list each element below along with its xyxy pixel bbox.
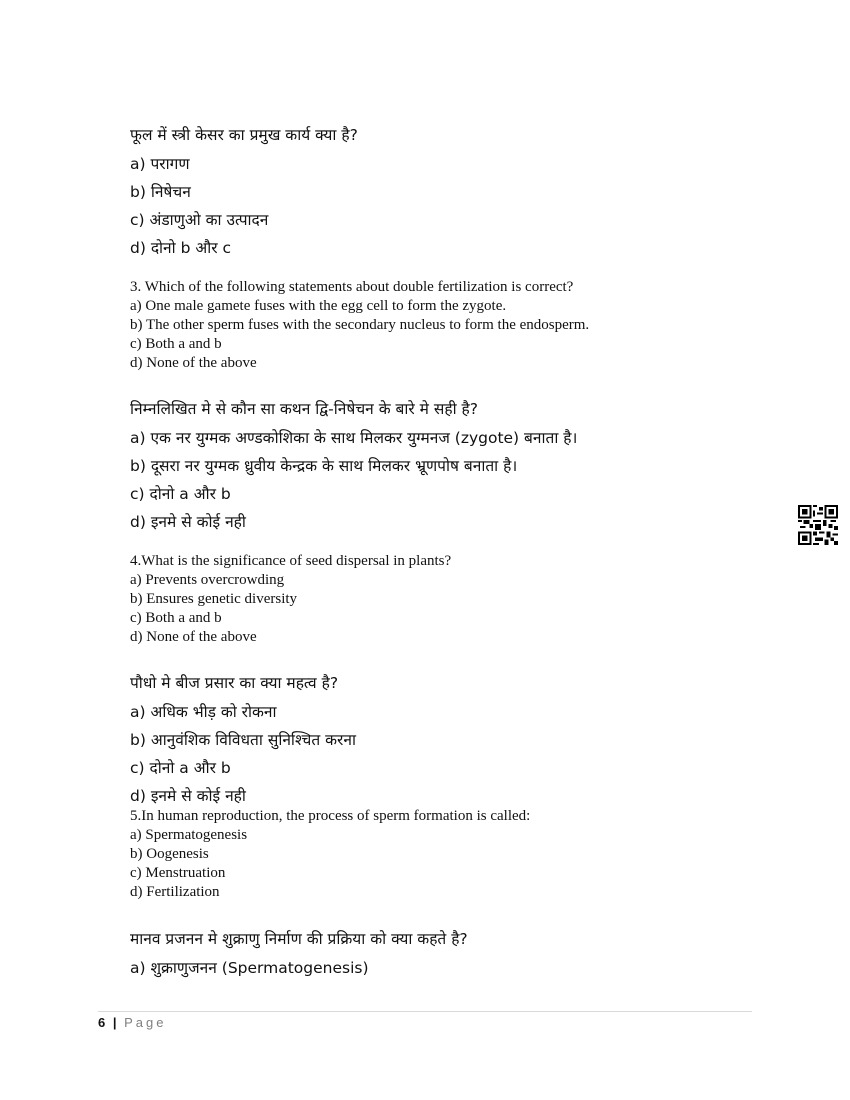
text-line: फूल में स्त्री केसर का प्रमुख कार्य क्या है? (130, 126, 358, 144)
qr-code-icon (798, 505, 838, 545)
text-line: b) दूसरा नर युग्मक ध्रुवीय केन्द्रक के साथ मिलकर भ्रूणपोष बनाता है। (130, 457, 518, 475)
page-footer (98, 1015, 167, 1030)
text-line: c) दोनो a और b (130, 485, 231, 503)
text-line: c) Both a and b (130, 336, 222, 352)
text-line: b) Ensures genetic diversity (130, 591, 298, 607)
text-line: c) दोनो a और b (130, 759, 231, 777)
text-line: b) Oogenesis (130, 846, 209, 862)
text-line: a) अधिक भीड़ को रोकना (130, 703, 277, 721)
text-line: a) परागण (130, 155, 190, 173)
text-line: c) Both a and b (130, 610, 222, 626)
text-line: d) इनमे से कोई नही (130, 513, 246, 531)
text-line: b) The other sperm fuses with the secondary nucleus to form the endosperm. (130, 317, 590, 333)
footer-divider (98, 1011, 752, 1012)
text-line: c) अंडाणुओ का उत्पादन (130, 211, 269, 229)
text-line: b) निषेचन (130, 183, 191, 201)
text-line: d) दोनो b और c (130, 239, 232, 257)
text-line: निम्नलिखित मे से कौन सा कथन द्वि-निषेचन के बारे मे सही है? (130, 400, 478, 418)
text-line: d) Fertilization (130, 884, 220, 900)
text-line: a) एक नर युग्मक अण्डकोशिका के साथ मिलकर युग्मनज (zygote) बनाता है। (130, 429, 578, 447)
text-line: a) Spermatogenesis (130, 827, 248, 843)
page-number: 6 (98, 1015, 106, 1030)
text-line: d) इनमे से कोई नही (130, 787, 246, 805)
text-line: मानव प्रजनन मे शुक्राणु निर्माण की प्रक्रिया को क्या कहते है? (130, 930, 468, 948)
footer-separator: | (112, 1015, 117, 1030)
text-line: c) Menstruation (130, 865, 226, 881)
text-line: b) आनुवंशिक विविधता सुनिश्चित करना (130, 731, 356, 749)
text-line: d) None of the above (130, 629, 257, 645)
text-line: 4.What is the significance of seed dispersal in plants? (130, 553, 452, 569)
text-line: a) One male gamete fuses with the egg cell to form the zygote. (130, 298, 507, 314)
text-line: a) शुक्राणुजनन (Spermatogenesis) (130, 959, 369, 977)
text-line: 3. Which of the following statements about double fertilization is correct? (130, 279, 574, 295)
text-line: पौधो मे बीज प्रसार का क्या महत्व है? (130, 674, 339, 692)
text-line: a) Prevents overcrowding (130, 572, 285, 588)
text-line: 5.In human reproduction, the process of sperm formation is called: (130, 808, 531, 824)
text-line: d) None of the above (130, 355, 257, 371)
page-label: Page (124, 1015, 167, 1030)
